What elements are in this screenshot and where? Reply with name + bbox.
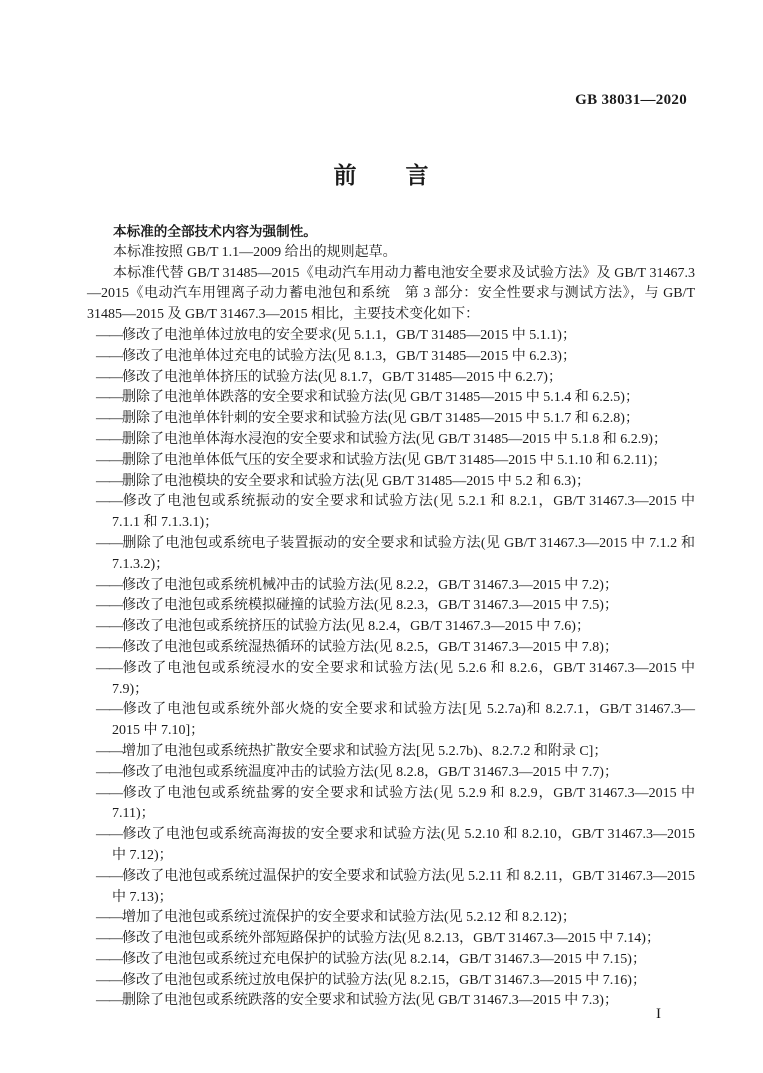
change-list-item: [87, 825, 695, 867]
list-dash: ——: [96, 702, 122, 718]
change-list-item-text: 修改了电池包或系统过温保护的安全要求和试验方法(见 5.2.11 和 8.2.11，GB/T 31467.3—2015 中 7.13)；: [112, 868, 695, 905]
change-list-item: [87, 950, 695, 971]
change-list-item-text: 删除了电池包或系统电子装置振动的安全要求和试验方法(见 GB/T 31467.3—2015 中 7.1.2 和 7.1.3.2)；: [112, 535, 695, 572]
change-list-item-text: 删除了电池模块的安全要求和试验方法(见 GB/T 31485—2015 中 5.2 和 6.3)；: [122, 473, 590, 489]
change-list-item: [87, 742, 695, 763]
list-dash: ——: [96, 390, 122, 406]
list-dash: ——: [96, 598, 122, 614]
change-list-item: [87, 867, 695, 909]
change-list-item: [87, 929, 695, 950]
change-list-item: [87, 472, 695, 493]
list-dash: ——: [96, 972, 122, 988]
list-dash: ——: [96, 827, 122, 843]
list-dash: ——: [96, 931, 122, 947]
change-list-item-text: 删除了电池包或系统跌落的安全要求和试验方法(见 GB/T 31467.3—2015 中 7.3)；: [122, 993, 618, 1009]
list-dash: ——: [96, 951, 122, 967]
change-list-item-text: 修改了电池单体过充电的试验方法(见 8.1.3，GB/T 31485—2015 中 6.2.3)；: [122, 348, 576, 364]
list-dash: ——: [96, 473, 122, 489]
change-list-item-text: 修改了电池包或系统模拟碰撞的试验方法(见 8.2.3，GB/T 31467.3—2015 中 7.5)；: [122, 598, 618, 614]
change-list-item: [87, 326, 695, 347]
change-list-item-text: 增加了电池包或系统热扩散安全要求和试验方法[见 5.2.7b)、8.2.7.2 和附录 C]；: [122, 743, 608, 759]
change-list-item: [87, 576, 695, 597]
list-dash: ——: [96, 348, 122, 364]
change-list-item-text: 修改了电池包或系统挤压的试验方法(见 8.2.4，GB/T 31467.3—2015 中 7.6)；: [122, 619, 590, 635]
change-list-item-text: 修改了电池包或系统高海拔的安全要求和试验方法(见 5.2.10 和 8.2.10，GB/T 31467.3—2015 中 7.12)；: [112, 827, 695, 863]
list-dash: ——: [96, 494, 122, 510]
change-list-item: [87, 763, 695, 784]
change-list: [87, 326, 695, 1012]
list-dash: ——: [96, 764, 122, 780]
change-list-item-text: 修改了电池包或系统外部短路保护的试验方法(见 8.2.13，GB/T 31467.3—2015 中 7.14)；: [122, 931, 660, 947]
change-list-item: [87, 638, 695, 659]
change-list-item: [87, 908, 695, 929]
change-list-item: [87, 991, 695, 1012]
list-dash: ——: [96, 411, 122, 427]
change-list-item-text: 修改了电池包或系统盐雾的安全要求和试验方法(见 5.2.9 和 8.2.9，GB/T 31467.3—2015 中 7.11)；: [112, 785, 695, 822]
change-list-item: [87, 409, 695, 430]
list-dash: ——: [96, 619, 122, 635]
change-list-item-text: 修改了电池单体过放电的安全要求(见 5.1.1，GB/T 31485—2015 中 5.1.1)；: [122, 327, 576, 343]
change-list-item: [87, 784, 695, 826]
list-dash: ——: [96, 743, 122, 759]
change-list-item: [87, 971, 695, 992]
list-dash: ——: [96, 910, 122, 926]
change-list-item: [87, 430, 695, 451]
change-list-item-text: 修改了电池包或系统湿热循环的试验方法(见 8.2.5，GB/T 31467.3—2015 中 7.8)；: [122, 639, 618, 655]
list-dash: ——: [96, 660, 122, 676]
page-number: I: [656, 1006, 661, 1022]
doc-number: GB 38031—2020: [575, 92, 687, 108]
change-list-item-text: 删除了电池单体跌落的安全要求和试验方法(见 GB/T 31485—2015 中 5.1.4 和 6.2.5)；: [122, 390, 639, 406]
change-list-item-text: 修改了电池包或系统振动的安全要求和试验方法(见 5.2.1 和 8.2.1，GB/T 31467.3—2015 中 7.1.1 和 7.1.3.1)；: [112, 494, 695, 531]
list-dash: ——: [96, 535, 122, 551]
change-list-item: [87, 534, 695, 576]
change-list-item: [87, 659, 695, 701]
list-dash: ——: [96, 577, 122, 593]
list-dash: ——: [96, 431, 122, 447]
list-dash: ——: [96, 639, 122, 655]
list-dash: ——: [96, 327, 122, 343]
change-list-item: [87, 617, 695, 638]
paragraph-replaced-standards: 本标准代替 GB/T 31485—2015《电动汽车用动力蓄电池安全要求及试验方法》及 GB/T 31467.3—2015《电动汽车用锂离子动力蓄电池包和系统 第 3 部分：安全性要求与测试方法》，与 GB/T 31485—2015 及 GB/T 31467.3—2015 相比，主要技术变化如下：: [87, 265, 695, 323]
list-dash: ——: [96, 452, 122, 468]
change-list-item-text: 增加了电池包或系统过流保护的安全要求和试验方法(见 5.2.12 和 8.2.12)；: [122, 910, 576, 926]
change-list-item: [87, 596, 695, 617]
change-list-item-text: 修改了电池包或系统过充电保护的试验方法(见 8.2.14，GB/T 31467.3—2015 中 7.15)；: [122, 951, 646, 967]
change-list-item-text: 修改了电池包或系统机械冲击的试验方法(见 8.2.2，GB/T 31467.3—2015 中 7.2)；: [122, 577, 618, 593]
change-list-item-text: 删除了电池单体海水浸泡的安全要求和试验方法(见 GB/T 31485—2015 中 5.1.8 和 6.2.9)；: [122, 431, 667, 447]
change-list-item-text: 删除了电池单体低气压的安全要求和试验方法(见 GB/T 31485—2015 中 5.1.10 和 6.2.11)；: [122, 452, 667, 468]
page-title: 前 言: [333, 162, 430, 188]
change-list-item-text: 修改了电池包或系统外部火烧的安全要求和试验方法[见 5.2.7a)和 8.2.7.1，GB/T 31467.3—2015 中 7.10]；: [112, 702, 695, 739]
change-list-item: [87, 451, 695, 472]
change-list-item-text: 修改了电池单体挤压的试验方法(见 8.1.7，GB/T 31485—2015 中 6.2.7)；: [122, 369, 562, 385]
change-list-item: [87, 368, 695, 389]
change-list-item-text: 修改了电池包或系统温度冲击的试验方法(见 8.2.8，GB/T 31467.3—2015 中 7.7)；: [122, 764, 618, 780]
change-list-item: [87, 492, 695, 534]
change-list-item: [87, 347, 695, 368]
list-dash: ——: [96, 993, 122, 1009]
change-list-item: [87, 388, 695, 409]
list-dash: ——: [96, 868, 122, 884]
change-list-item-text: 删除了电池单体针刺的安全要求和试验方法(见 GB/T 31485—2015 中 5.1.7 和 6.2.8)；: [122, 411, 639, 427]
paragraph-drafting-rule: 本标准按照 GB/T 1.1—2009 给出的规则起草。: [113, 244, 397, 260]
paragraph-compulsory-note: 本标准的全部技术内容为强制性。: [113, 224, 317, 239]
list-dash: ——: [96, 369, 122, 385]
change-list-item: [87, 700, 695, 742]
foreword-body: [87, 222, 695, 1012]
change-list-item-text: 修改了电池包或系统过放电保护的试验方法(见 8.2.15，GB/T 31467.3—2015 中 7.16)；: [122, 972, 646, 988]
change-list-item-text: 修改了电池包或系统浸水的安全要求和试验方法(见 5.2.6 和 8.2.6，GB/T 31467.3—2015 中 7.9)；: [112, 660, 695, 697]
list-dash: ——: [96, 785, 122, 801]
